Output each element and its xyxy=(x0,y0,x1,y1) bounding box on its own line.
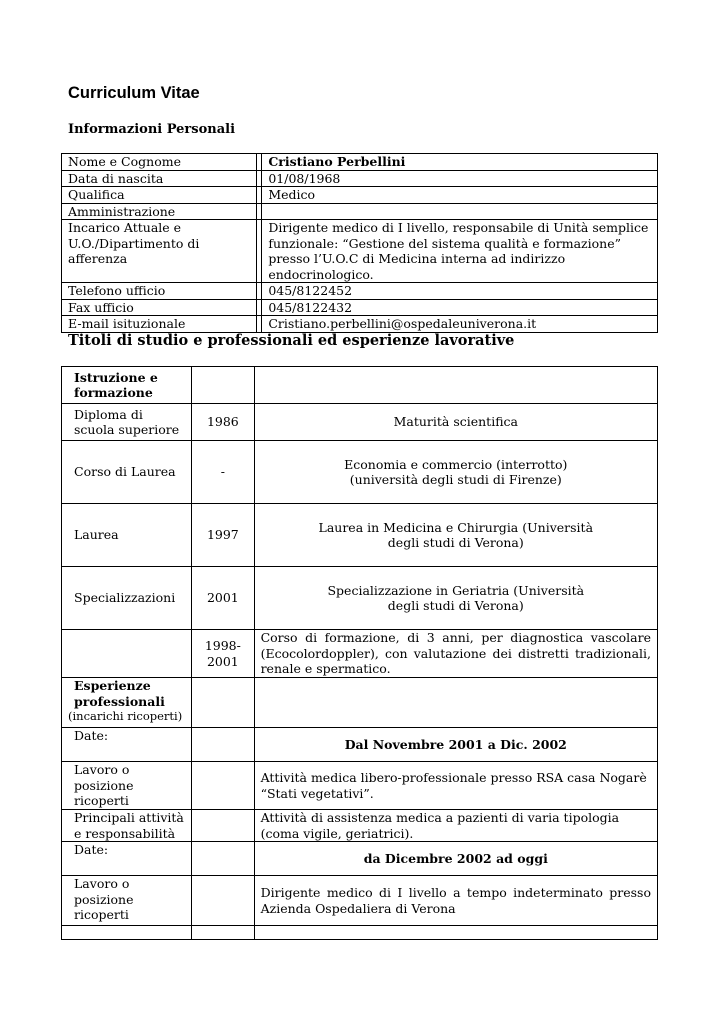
education-label: Corso di Laurea xyxy=(62,441,192,504)
row-label: Qualifica xyxy=(62,187,257,204)
education-desc: Corso di formazione, di 3 anni, per diagnostica vascolare (Ecocolordoppler), con valutazione dei distretti tradizionali, renale e spermatico. xyxy=(254,630,657,678)
education-desc: Laurea in Medicina e Chirurgia (Università degli studi di Verona) xyxy=(254,504,657,567)
education-year: 2001 xyxy=(192,567,254,630)
row-label: Nome e Cognome xyxy=(62,154,257,171)
education-heading: Istruzione e formazione xyxy=(62,367,192,404)
education-label: Laurea xyxy=(62,504,192,567)
table-row xyxy=(62,876,658,926)
table-row xyxy=(62,220,658,283)
table-row xyxy=(62,678,658,728)
date-label: Date: xyxy=(62,728,192,762)
table-row xyxy=(62,203,658,220)
row-value: 045/8122452 xyxy=(262,283,658,300)
experience-subheading: (incarichi ricoperti) xyxy=(68,709,183,723)
education-year: 1998-2001 xyxy=(192,630,254,678)
table-row xyxy=(62,170,658,187)
row-label: Data di nascita xyxy=(62,170,257,187)
row-value: 01/08/1968 xyxy=(262,170,658,187)
table-row xyxy=(62,283,658,300)
titles-table xyxy=(61,366,658,940)
education-year: 1997 xyxy=(192,504,254,567)
education-label: Diploma di scuola superiore xyxy=(62,404,192,441)
table-row xyxy=(62,762,658,810)
job-label: Lavoro o posizione ricoperti xyxy=(62,762,192,810)
personal-info-heading: Informazioni Personali xyxy=(68,122,236,137)
education-desc: Specializzazione in Geriatria (Università degli studi di Verona) xyxy=(254,567,657,630)
table-row xyxy=(62,187,658,204)
experience-resp: Attività di assistenza medica a pazienti di varia tipologia (coma vigile, geriatrici). xyxy=(254,810,657,842)
row-value: 045/8122432 xyxy=(262,299,658,316)
experience-job: Dirigente medico di I livello a tempo indeterminato presso Azienda Ospedaliera di Verona xyxy=(254,876,657,926)
table-row xyxy=(62,567,658,630)
row-label: Telefono ufficio xyxy=(62,283,257,300)
table-row xyxy=(62,316,658,333)
education-year: 1986 xyxy=(192,404,254,441)
experience-heading: Esperienze professionali xyxy=(74,678,165,709)
table-row xyxy=(62,441,658,504)
page-title: Curriculum Vitae xyxy=(68,84,200,102)
job-label: Lavoro o posizione ricoperti xyxy=(62,876,192,926)
education-label xyxy=(62,630,192,678)
education-desc: Maturità scientifica xyxy=(254,404,657,441)
table-row xyxy=(62,728,658,762)
table-row xyxy=(62,630,658,678)
row-value xyxy=(262,203,658,220)
row-value: Dirigente medico di I livello, responsabile di Unità semplice funzionale: “Gestione del sistema qualità e formazione” presso l’U.O.C di Medicina interna ad indirizzo endocrinologico. xyxy=(262,220,658,283)
experience-date: da Dicembre 2002 ad oggi xyxy=(254,842,657,876)
row-label: Fax ufficio xyxy=(62,299,257,316)
table-row xyxy=(62,299,658,316)
row-label: Incarico Attuale e U.O./Dipartimento di afferenza xyxy=(62,220,257,283)
personal-info-table xyxy=(61,153,658,333)
experience-date: Dal Novembre 2001 a Dic. 2002 xyxy=(254,728,657,762)
table-row xyxy=(62,404,658,441)
row-value: Cristiano Perbellini xyxy=(262,154,658,171)
table-row xyxy=(62,367,658,404)
experience-job: Attività medica libero-professionale presso RSA casa Nogarè “Stati vegetativi”. xyxy=(254,762,657,810)
table-row xyxy=(62,810,658,842)
table-row xyxy=(62,504,658,567)
titles-heading: Titoli di studio e professionali ed esperienze lavorative xyxy=(68,332,515,349)
email-value: Cristiano.perbellini@ospedaleuniverona.it xyxy=(262,316,658,333)
education-year: - xyxy=(192,441,254,504)
table-row xyxy=(62,842,658,876)
resp-label: Principali attività e responsabilità xyxy=(62,810,192,842)
table-row xyxy=(62,926,658,940)
education-desc: Economia e commercio (interrotto) (università degli studi di Firenze) xyxy=(254,441,657,504)
row-value: Medico xyxy=(262,187,658,204)
row-label: E-mail isituzionale xyxy=(62,316,257,333)
education-label: Specializzazioni xyxy=(62,567,192,630)
row-label: Amministrazione xyxy=(62,203,257,220)
table-row xyxy=(62,154,658,171)
date-label: Date: xyxy=(62,842,192,876)
